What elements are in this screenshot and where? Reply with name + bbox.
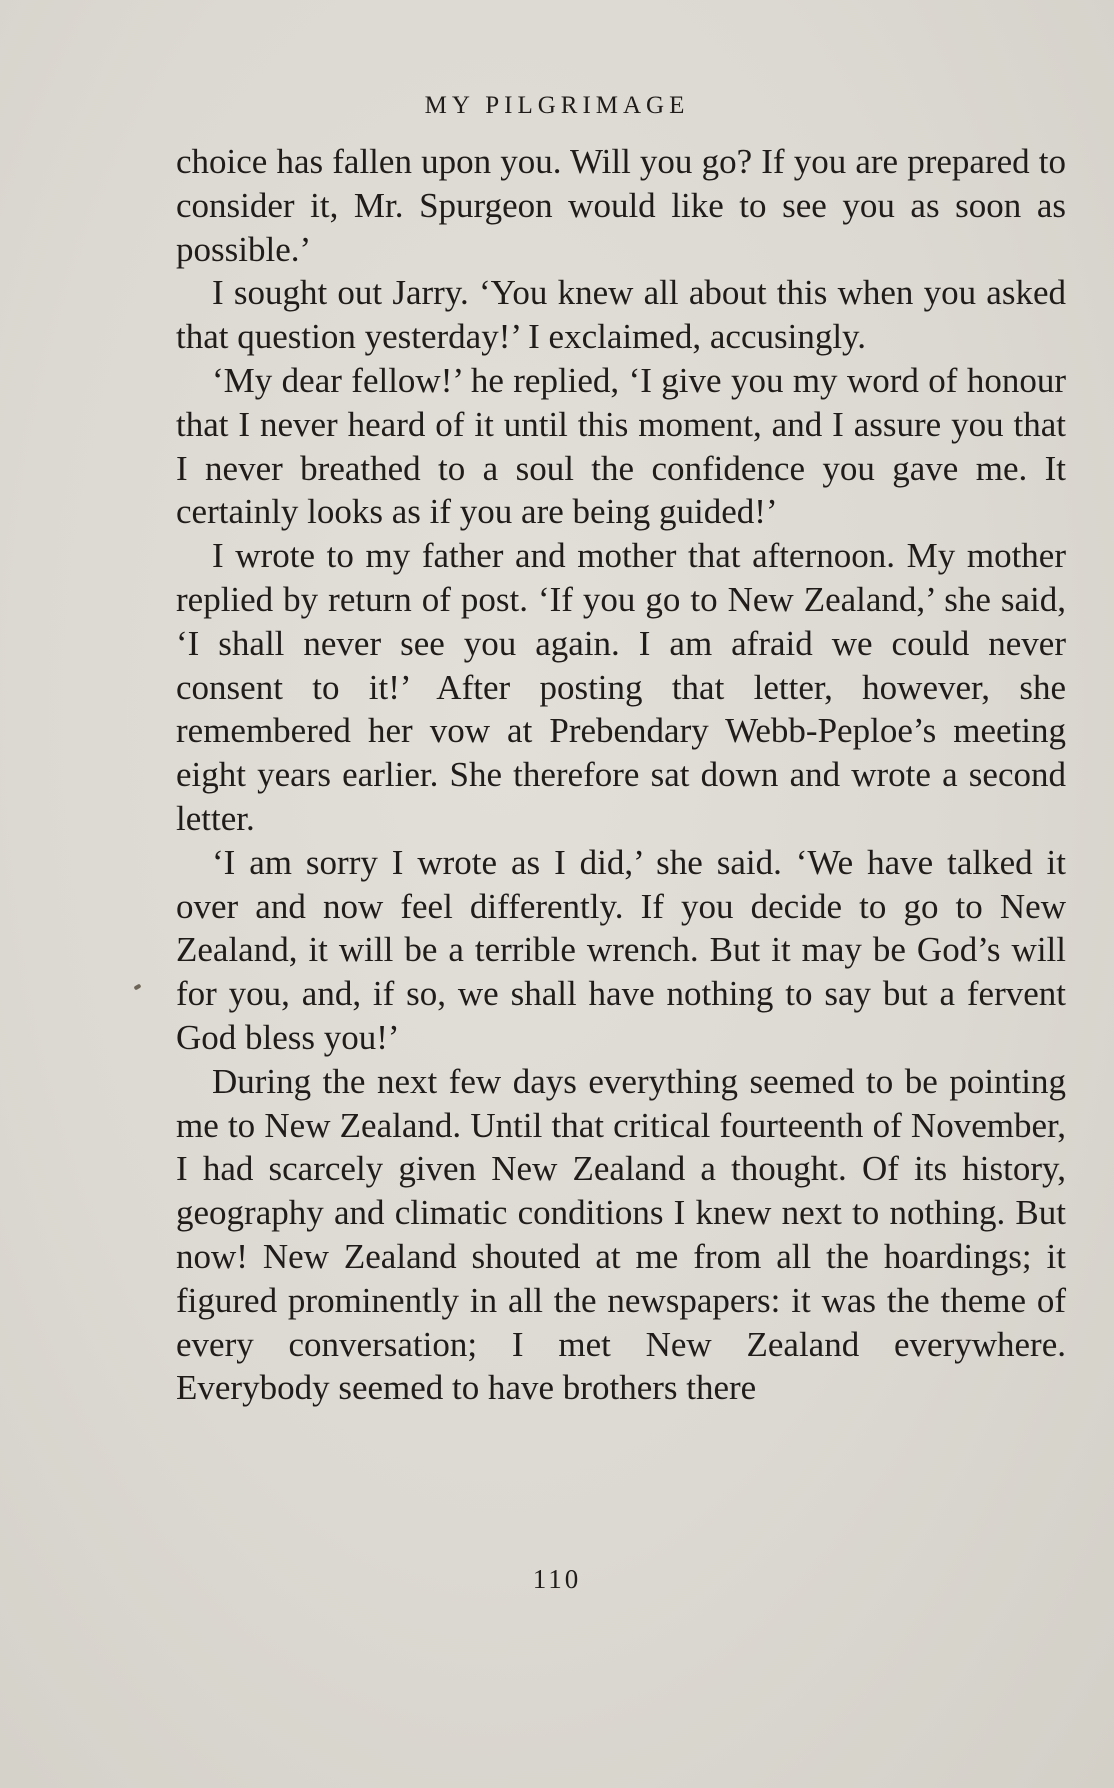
paragraph: I wrote to my father and mother that afternoon. My mother replied by return of post. ‘If you go to New Zealand,’ she said, ‘I shall never see you again. I am afraid we could never consent to it!’ After posting that letter, however, she remembered her vow at Prebendary Webb-Peploe’s meeting eight years earlier. She therefore sat down and wrote a second letter. [176, 536, 1066, 838]
paragraph: choice has fallen upon you. Will you go? If you are prepared to consider it, Mr. Spurgeon would like to see you as soon as possible.’ [176, 142, 1066, 269]
paragraph: I sought out Jarry. ‘You knew all about this when you asked that question yesterday!’ I exclaimed, accusingly. [176, 273, 1066, 357]
running-head: MY PILGRIMAGE [424, 92, 690, 119]
paragraph: During the next few days everything seemed to be pointing me to New Zealand. Until that critical fourteenth of November, I had scarcely given New Zealand a thought. Of its history, geography and climatic conditions I knew next to nothing. But now! New Zealand shouted at me from all the hoardings; it figured prominently in all the newspapers: it was the theme of every conversation; I met New Zealand everywhere. Everybody seemed to have brothers there [176, 1061, 1066, 1408]
margin-mark [133, 984, 141, 991]
paragraph: ‘I am sorry I wrote as I did,’ she said. ‘We have talked it over and now feel differently. If you decide to go to New Zealand, it will be a terrible wrench. But it may be God’s will for you, and, if so, we shall have nothing to say but a fervent God bless you!’ [176, 842, 1066, 1057]
paragraph: ‘My dear fellow!’ he replied, ‘I give you my word of honour that I never heard of it until this moment, and I assure you that I never breathed to a soul the confidence you gave me. It certainly looks as if you are being guided!’ [176, 360, 1066, 532]
body-text [176, 140, 1066, 1410]
page-number: 110 [532, 1564, 582, 1594]
